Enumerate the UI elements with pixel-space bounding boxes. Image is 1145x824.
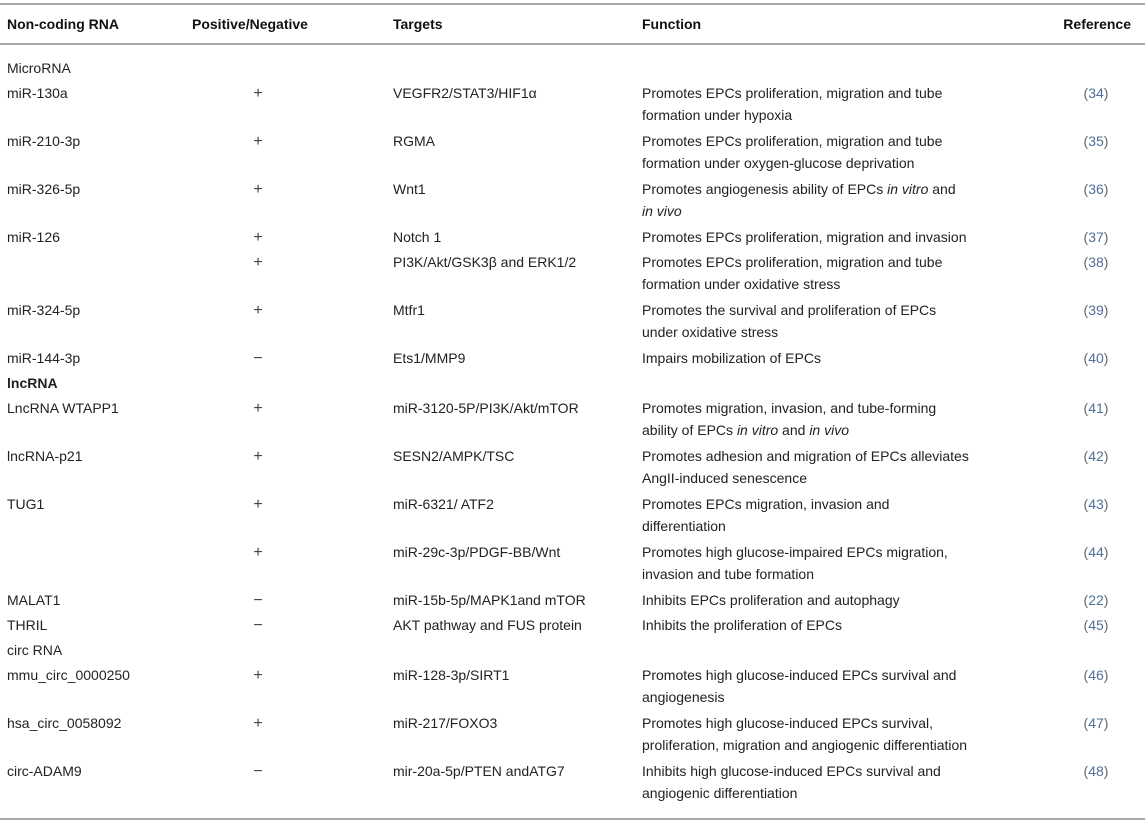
function xyxy=(642,761,941,804)
reference-link[interactable]: 35 xyxy=(1088,133,1104,149)
function xyxy=(642,713,967,756)
reference-link[interactable]: 36 xyxy=(1088,181,1104,197)
table-row xyxy=(0,250,1145,298)
function-text: Promotes EPCs proliferation, migration and tube xyxy=(642,85,943,101)
targets: miR-15b-5p/MAPK1and mTOR xyxy=(393,592,586,608)
reference-link[interactable]: 42 xyxy=(1088,448,1104,464)
function-text: in vitro xyxy=(736,421,779,438)
function-text: Promotes EPCs proliferation, migration and tube xyxy=(642,133,943,149)
reference: (43) xyxy=(1083,496,1109,512)
function-text: Promotes EPCs proliferation, migration and invasion xyxy=(642,229,967,245)
reference: (22) xyxy=(1083,592,1109,608)
ncrna-name: miR-126 xyxy=(7,229,60,245)
function xyxy=(642,665,956,708)
function-text: angiogenesis xyxy=(642,688,725,705)
function xyxy=(642,227,967,249)
reference: (38) xyxy=(1083,254,1109,270)
function-text: in vitro xyxy=(887,181,929,197)
function-text: Promotes high glucose-induced EPCs survival and xyxy=(642,667,957,683)
targets: VEGFR2/STAT3/HIF1α xyxy=(393,85,537,101)
function-text: differentiation xyxy=(642,517,726,534)
reference: (45) xyxy=(1083,617,1109,633)
function xyxy=(642,542,948,585)
section-label: MicroRNA xyxy=(7,60,71,76)
function xyxy=(642,494,889,537)
ncrna-name: MALAT1 xyxy=(7,592,61,608)
function-text: Promotes migration, invasion, and tube-forming xyxy=(642,400,937,416)
function xyxy=(642,590,900,612)
regulation-sign: + xyxy=(253,544,263,561)
regulation-sign: + xyxy=(253,448,263,465)
regulation-sign: + xyxy=(253,229,263,246)
reference-link[interactable]: 39 xyxy=(1088,302,1104,318)
header-function: Function xyxy=(642,16,702,32)
targets: miR-6321/ ATF2 xyxy=(393,496,494,512)
function-text: under oxidative stress xyxy=(642,323,779,340)
table-row xyxy=(0,711,1145,759)
reference: (34) xyxy=(1083,85,1109,101)
regulation-sign: + xyxy=(253,254,263,271)
function-text: in vivo xyxy=(642,202,682,219)
regulation-sign: − xyxy=(253,592,263,609)
targets: Wnt1 xyxy=(393,181,426,197)
targets: miR-3120-5P/PI3K/Akt/mTOR xyxy=(393,400,579,416)
table-row xyxy=(0,298,1145,346)
regulation-sign: + xyxy=(253,715,263,732)
function-text: invasion and tube formation xyxy=(642,565,814,582)
section-row xyxy=(0,371,1145,396)
reference: (46) xyxy=(1083,667,1109,683)
regulation-sign: + xyxy=(253,302,263,319)
reference-link[interactable]: 48 xyxy=(1088,763,1104,779)
targets: mir-20a-5p/PTEN andATG7 xyxy=(393,763,565,779)
table-row xyxy=(0,129,1145,177)
regulation-sign: − xyxy=(253,350,263,367)
regulation-sign: + xyxy=(253,400,263,417)
reference: (39) xyxy=(1083,302,1109,318)
function xyxy=(642,398,936,441)
reference: (47) xyxy=(1083,715,1109,731)
function-text: Inhibits high glucose-induced EPCs survival and xyxy=(642,763,941,779)
function-text: in vivo xyxy=(809,421,849,438)
function-text: Promotes EPCs proliferation, migration and tube xyxy=(642,254,943,270)
reference-link[interactable]: 46 xyxy=(1088,667,1104,683)
function-text: Inhibits the proliferation of EPCs xyxy=(642,617,842,633)
targets: miR-217/FOXO3 xyxy=(393,715,498,731)
reference: (37) xyxy=(1083,229,1109,245)
reference-link[interactable]: 34 xyxy=(1088,85,1104,101)
reference: (48) xyxy=(1083,763,1109,779)
table-bottom-rule xyxy=(0,818,1145,820)
function xyxy=(642,83,942,126)
regulation-sign: + xyxy=(253,133,263,150)
header-noncoding-rna: Non-coding RNA xyxy=(7,16,119,32)
reference: (41) xyxy=(1083,400,1109,416)
table-body xyxy=(0,56,1145,807)
function-text: formation under oxygen-glucose deprivation xyxy=(642,154,915,171)
function-text: formation under hypoxia xyxy=(642,106,793,123)
section-label: circ RNA xyxy=(7,642,63,658)
function-text: ability of EPCs xyxy=(642,421,737,438)
function-text: angiogenic differentiation xyxy=(642,784,798,801)
targets: PI3K/Akt/GSK3β and ERK1/2 xyxy=(393,254,577,270)
reference-link[interactable]: 43 xyxy=(1088,496,1104,512)
table-row xyxy=(0,759,1145,807)
function xyxy=(642,615,842,637)
function xyxy=(642,131,942,174)
function-text: AngII-induced senescence xyxy=(642,469,807,486)
section-row xyxy=(0,56,1145,81)
table-row xyxy=(0,613,1145,638)
targets: AKT pathway and FUS protein xyxy=(393,617,582,633)
table-row xyxy=(0,588,1145,613)
function xyxy=(642,179,956,222)
ncrna-name: TUG1 xyxy=(7,496,45,512)
targets: Notch 1 xyxy=(393,229,442,245)
regulation-sign: + xyxy=(253,667,263,684)
function-text: and xyxy=(778,421,810,438)
ncrna-name: miR-324-5p xyxy=(7,302,81,318)
regulation-sign: − xyxy=(253,763,263,780)
table-row xyxy=(0,492,1145,540)
function-text: Promotes the survival and proliferation of EPCs xyxy=(642,302,937,318)
function-text: proliferation, migration and angiogenic differentiation xyxy=(642,736,968,753)
ncrna-name: miR-210-3p xyxy=(7,133,81,149)
ncrna-name: miR-326-5p xyxy=(7,181,81,197)
function-text: and xyxy=(928,181,956,197)
table-row xyxy=(0,444,1145,492)
function xyxy=(642,300,936,343)
function-text: Inhibits EPCs proliferation and autophagy xyxy=(642,592,900,608)
ncrna-name: miR-130a xyxy=(7,85,68,101)
table-row xyxy=(0,663,1145,711)
ncrna-name: THRIL xyxy=(7,617,48,633)
table-row xyxy=(0,81,1145,129)
reference-link[interactable]: 41 xyxy=(1088,400,1104,416)
reference-link[interactable]: 44 xyxy=(1088,544,1104,560)
reference: (36) xyxy=(1083,181,1109,197)
ncrna-name: circ-ADAM9 xyxy=(7,763,82,779)
header-rule xyxy=(0,43,1145,45)
function-text: Promotes high glucose-impaired EPCs migration, xyxy=(642,544,948,560)
table-row xyxy=(0,346,1145,371)
ncrna-name: LncRNA WTAPP1 xyxy=(7,400,119,416)
reference-link[interactable]: 22 xyxy=(1088,592,1104,608)
reference-link[interactable]: 37 xyxy=(1088,229,1104,245)
header-positive-negative: Positive/Negative xyxy=(192,16,308,32)
function xyxy=(642,252,942,295)
ncrna-name: mmu_circ_0000250 xyxy=(7,667,130,683)
reference-link[interactable]: 40 xyxy=(1088,350,1104,366)
table-top-rule xyxy=(0,3,1145,5)
function-text: Promotes EPCs migration, invasion and xyxy=(642,496,890,512)
table-row xyxy=(0,540,1145,588)
table-row xyxy=(0,225,1145,250)
section-row xyxy=(0,638,1145,663)
targets: miR-29c-3p/PDGF-BB/Wnt xyxy=(393,544,561,560)
reference-link[interactable]: 47 xyxy=(1088,715,1104,731)
table-row xyxy=(0,177,1145,225)
function xyxy=(642,348,821,370)
reference: (35) xyxy=(1083,133,1109,149)
header-targets: Targets xyxy=(393,16,443,32)
regulation-sign: + xyxy=(253,181,263,198)
function-text: Impairs mobilization of EPCs xyxy=(642,350,821,366)
reference-link[interactable]: 38 xyxy=(1088,254,1104,270)
header-reference: Reference xyxy=(1063,16,1131,32)
reference: (44) xyxy=(1083,544,1109,560)
regulation-sign: + xyxy=(253,496,263,513)
regulation-sign: + xyxy=(253,85,263,102)
targets: Ets1/MMP9 xyxy=(393,350,466,366)
function xyxy=(642,446,969,489)
function-text: formation under oxidative stress xyxy=(642,275,841,292)
ncrna-name: miR-144-3p xyxy=(7,350,81,366)
table-row xyxy=(0,396,1145,444)
targets: miR-128-3p/SIRT1 xyxy=(393,667,510,683)
reference-link[interactable]: 45 xyxy=(1088,617,1104,633)
regulation-sign: − xyxy=(253,617,263,634)
targets: Mtfr1 xyxy=(393,302,425,318)
function-text: Promotes angiogenesis ability of EPCs xyxy=(642,181,888,197)
ncrna-name: hsa_circ_0058092 xyxy=(7,715,122,731)
targets: SESN2/AMPK/TSC xyxy=(393,448,515,464)
function-text: Promotes adhesion and migration of EPCs alleviates xyxy=(642,448,969,464)
ncrna-name: lncRNA-p21 xyxy=(7,448,83,464)
reference: (40) xyxy=(1083,350,1109,366)
reference: (42) xyxy=(1083,448,1109,464)
targets: RGMA xyxy=(393,133,435,149)
function-text: Promotes high glucose-induced EPCs survival, xyxy=(642,715,934,731)
section-label: lncRNA xyxy=(7,375,58,391)
